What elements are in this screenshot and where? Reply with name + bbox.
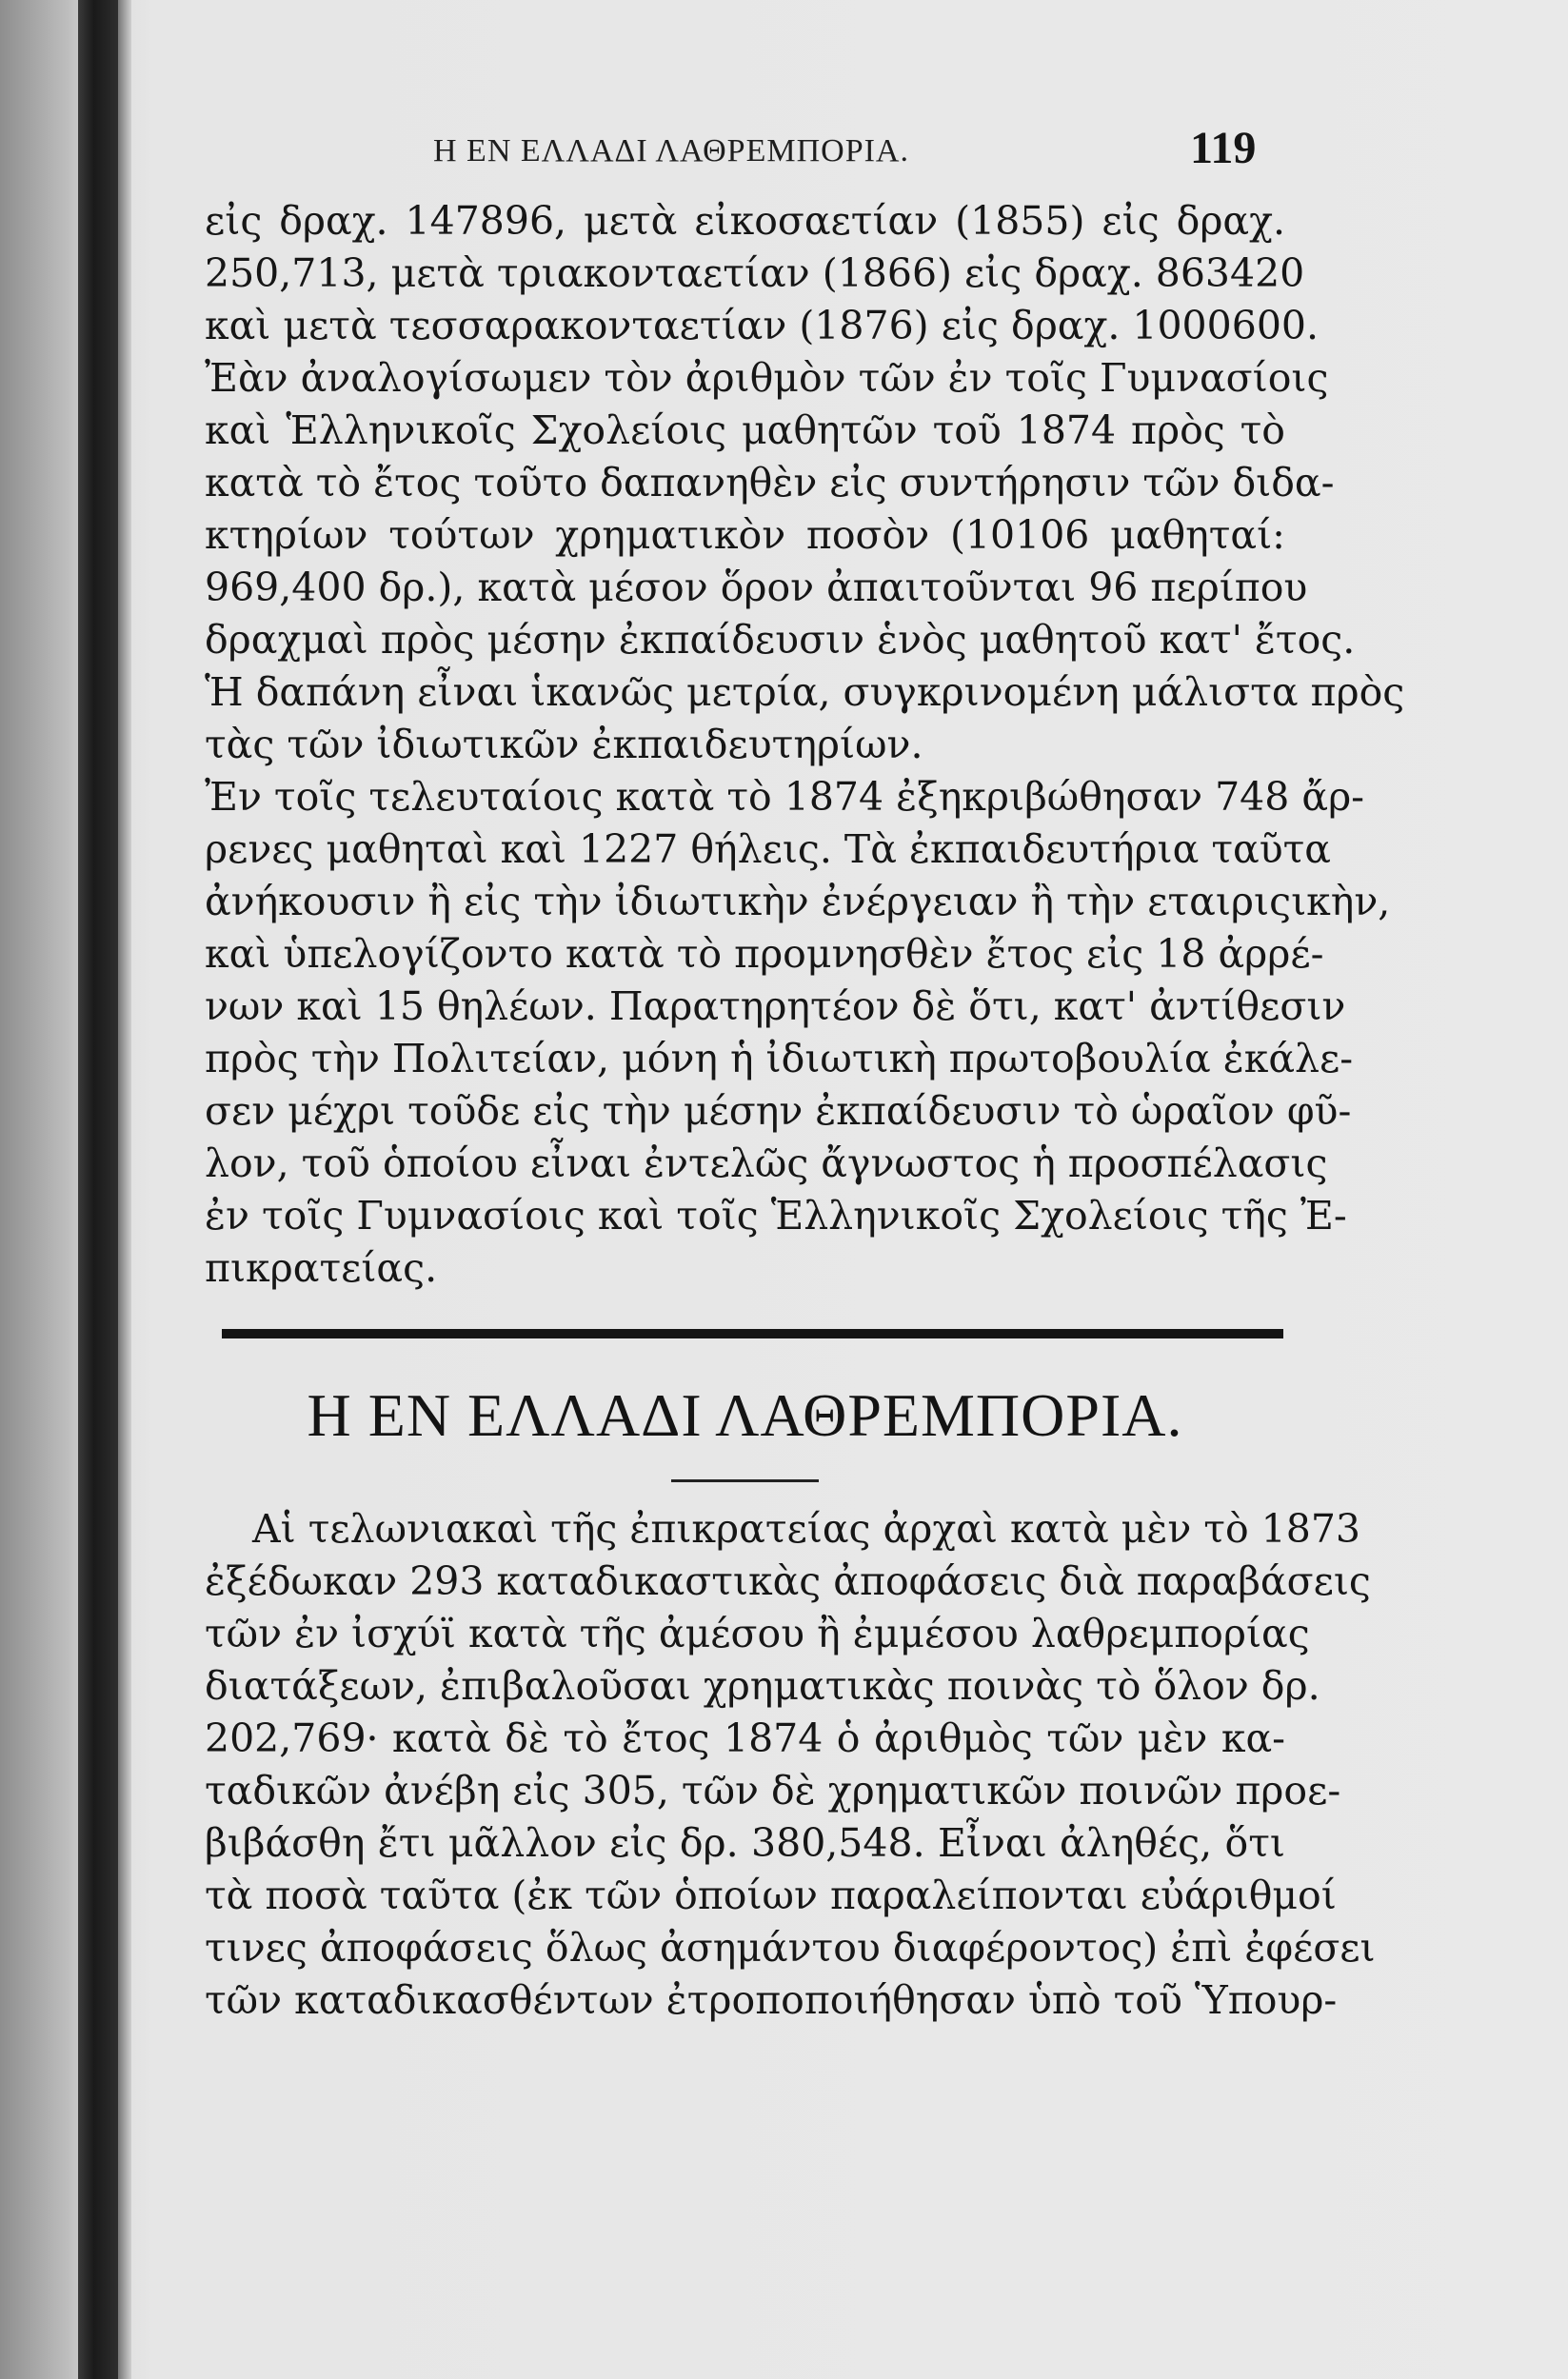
body-line: ἀνήκουσιν ἢ εἰς τὴν ἰδιωτικὴν ἐνέργειαν ἢ τὴν εταιριςικὴν, bbox=[205, 879, 1391, 924]
body-line: λον, τοῦ ὁποίου εἶναι ἐντελῶς ἄγνωστος ἡ προσπέλασις bbox=[205, 1140, 1328, 1186]
section-line: ταδικῶν ἀνέβη εἰς 305, τῶν δὲ χρηματικῶν ποινῶν προε- bbox=[205, 1768, 1341, 1814]
body-line: δραχμαὶ πρὸς μέσην ἐκπαίδευσιν ἑνὸς μαθητοῦ κατ' ἔτος. bbox=[205, 617, 1356, 663]
body-line: καὶ ὑπελογίζοντο κατὰ τὸ προμνησθὲν ἔτος εἰς 18 ἀρρέ- bbox=[205, 931, 1324, 977]
title-underline bbox=[671, 1479, 819, 1482]
body-line: 250,713, μετὰ τριακονταετίαν (1866) εἰς δραχ. 863420 bbox=[205, 250, 1305, 296]
section-line: τὰ ποσὰ ταῦτα (ἐκ τῶν ὁποίων παραλείπονται εὐάριθμοί bbox=[205, 1873, 1337, 1918]
body-line: τὰς τῶν ἰδιωτικῶν ἐκπαιδευτηρίων. bbox=[205, 722, 923, 767]
body-line: εἰς δραχ. 147896, μετὰ εἰκοσαετίαν (1855) εἰς δραχ. bbox=[205, 198, 1285, 244]
section-divider bbox=[222, 1329, 1283, 1338]
body-line: ἐν τοῖς Γυμνασίοις καὶ τοῖς Ἑλληνικοῖς Σχολείοις τῆς Ἐ- bbox=[205, 1193, 1347, 1239]
body-line: νων καὶ 15 θηλέων. Παρατηρητέον δὲ ὅτι, κατ' ἀντίθεσιν bbox=[205, 983, 1346, 1029]
section-line: 202,769· κατὰ δὲ τὸ ἔτος 1874 ὁ ἀριθμὸς τῶν μὲν κα- bbox=[205, 1715, 1285, 1761]
section-line: τινες ἀποφάσεις ὅλως ἀσημάντου διαφέροντος) ἐπὶ ἐφέσει bbox=[205, 1925, 1376, 1971]
section-line: τῶν καταδικασθέντων ἐτροποποιήθησαν ὑπὸ τοῦ Ὑπουρ- bbox=[205, 1977, 1338, 2023]
body-line: Ἐὰν ἀναλογίσωμεν τὸν ἀριθμὸν τῶν ἐν τοῖς Γυμνασίοις bbox=[205, 355, 1329, 401]
text-block bbox=[205, 195, 1405, 2027]
running-header: Η ΕΝ ΕΛΛΑΔΙ ΛΑΘΡΕΜΠΟΡΙΑ. bbox=[433, 133, 909, 169]
body-line: Ἐν τοῖς τελευταίοις κατὰ τὸ 1874 ἐξηκριβώθησαν 748 ἄρ- bbox=[205, 774, 1365, 820]
body-line: καὶ Ἑλληνικοῖς Σχολείοις μαθητῶν τοῦ 1874 πρὸς τὸ bbox=[205, 407, 1285, 453]
section-line: διατάξεων, ἐπιβαλοῦσαι χρηματικὰς ποινὰς τὸ ὅλον δρ. bbox=[205, 1663, 1320, 1709]
section-line: ἐξέδωκαν 293 καταδικαστικὰς ἀποφάσεις διὰ παραβάσεις bbox=[205, 1558, 1371, 1604]
body-line: Ἡ δαπάνη εἶναι ἱκανῶς μετρία, συγκρινομένη μάλιστα πρὸς bbox=[205, 669, 1405, 715]
body-line: κτηρίων τούτων χρηματικὸν ποσὸν (10106 μαθηταί: bbox=[205, 512, 1285, 558]
section-line: τῶν ἐν ἰσχύϊ κατὰ τῆς ἀμέσου ἢ ἐμμέσου λαθρεμπορίας bbox=[205, 1611, 1310, 1656]
body-line: πικρατείας. bbox=[205, 1245, 438, 1291]
section-line: Αἱ τελωνιακαὶ τῆς ἐπικρατείας ἀρχαὶ κατὰ μὲν τὸ 1873 bbox=[252, 1506, 1361, 1552]
section-line: βιβάσθη ἔτι μᾶλλον εἰς δρ. 380,548. Εἶναι ἀληθές, ὅτι bbox=[205, 1820, 1285, 1866]
body-line: πρὸς τὴν Πολιτείαν, μόνη ἡ ἰδιωτικὴ πρωτοβουλία ἐκάλε- bbox=[205, 1036, 1354, 1081]
body-line: ρενες μαθηταὶ καὶ 1227 θήλεις. Τὰ ἐκπαιδευτήρια ταῦτα bbox=[205, 826, 1331, 872]
section-title: Η ΕΝ ΕΛΛΑΔΙ ΛΑΘΡΕΜΠΟΡΙΑ. bbox=[307, 1381, 1183, 1449]
body-line: σεν μέχρι τοῦδε εἰς τὴν μέσην ἐκπαίδευσιν τὸ ὡραῖον φῦ- bbox=[205, 1088, 1352, 1134]
page-number: 119 bbox=[1190, 123, 1257, 173]
body-line: κατὰ τὸ ἔτος τοῦτο δαπανηθὲν εἰς συντήρησιν τῶν διδα- bbox=[205, 460, 1335, 506]
body-line: καὶ μετὰ τεσσαρακονταετίαν (1876) εἰς δραχ. 1000600. bbox=[205, 303, 1320, 348]
page-edge bbox=[118, 0, 131, 2379]
book-binding bbox=[78, 0, 118, 2379]
body-line: 969,400 δρ.), κατὰ μέσον ὅρον ἀπαιτοῦνται 96 περίπου bbox=[205, 565, 1308, 610]
